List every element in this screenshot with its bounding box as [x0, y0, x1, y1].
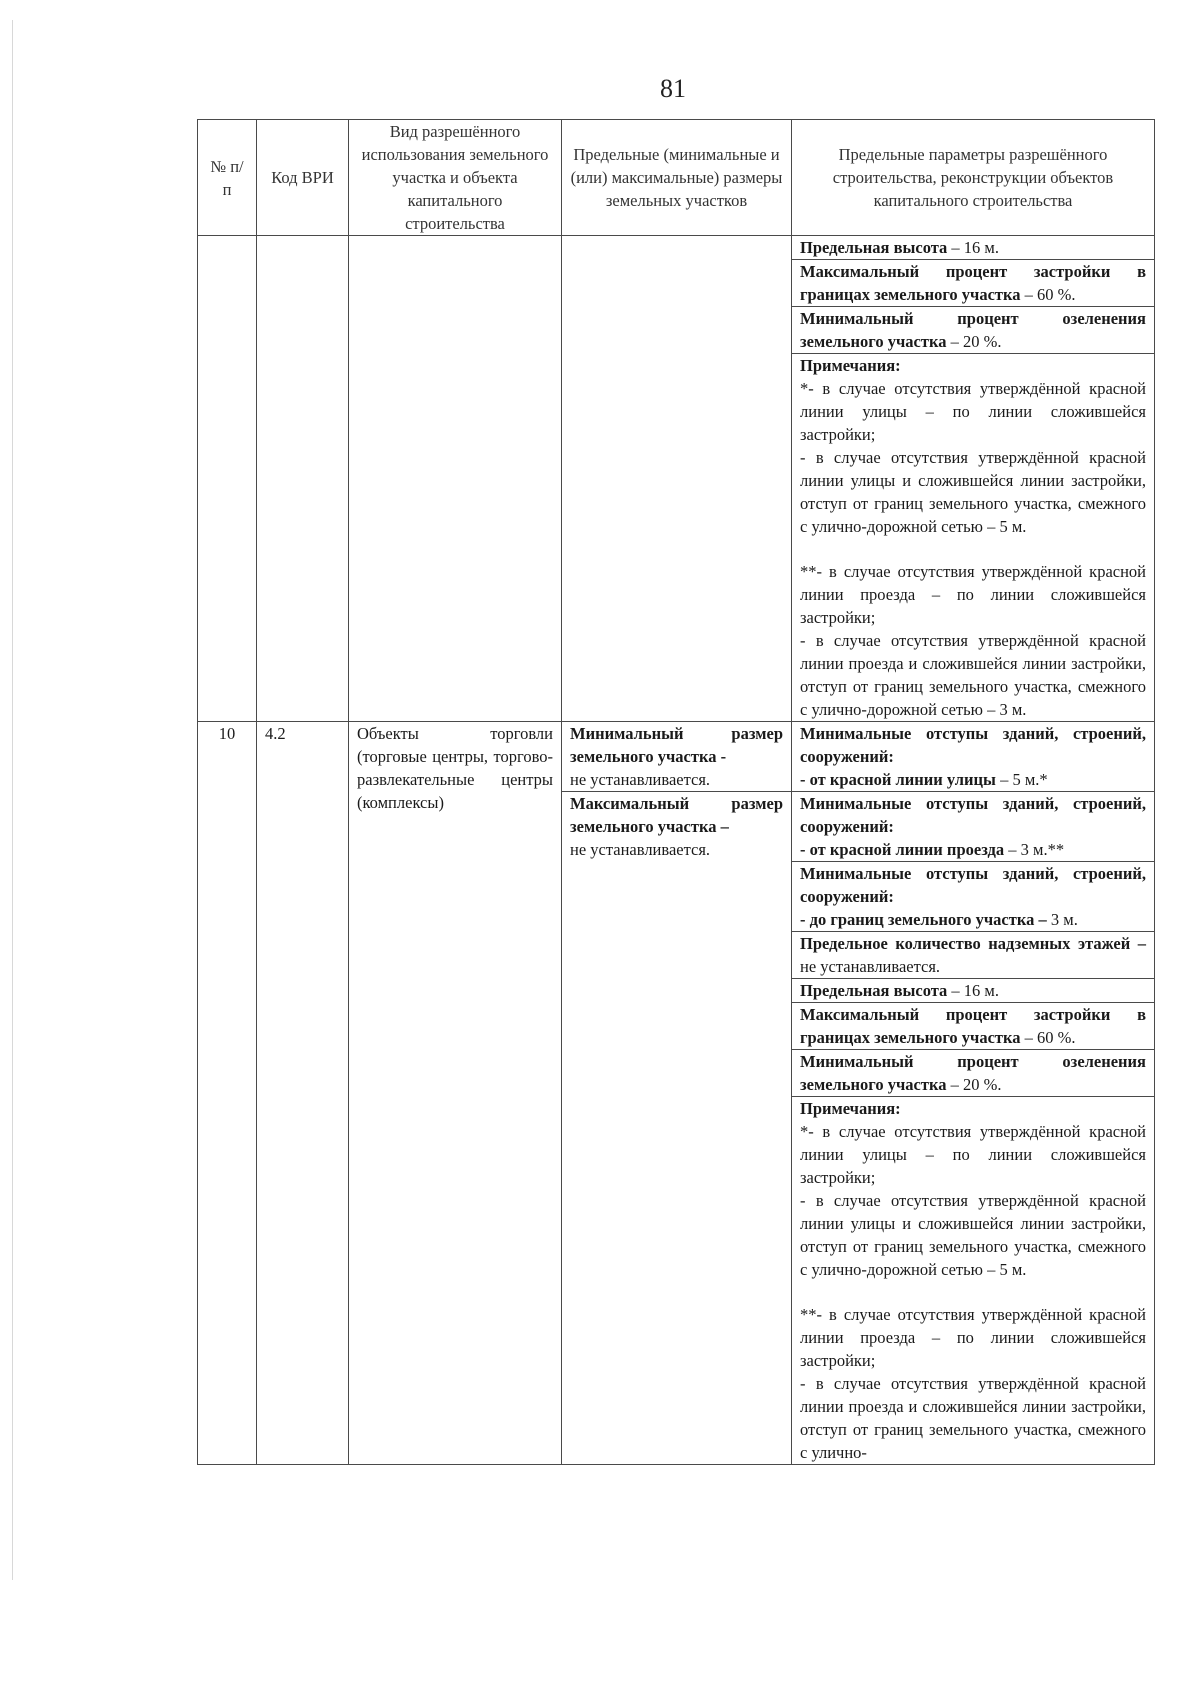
row10-p2-cell — [792, 792, 1155, 862]
cont-coverage-cell — [792, 260, 1155, 307]
cont-height-label: Предельная высота — [800, 238, 948, 257]
row10-p7-value: – 20 %. — [946, 1075, 1002, 1094]
row10-p3-detail: - до границ земельного участка – — [800, 910, 1047, 929]
table-row — [198, 722, 1155, 792]
row10-p3-cell — [792, 862, 1155, 932]
row10-p1-detail: - от красной линии улицы — [800, 770, 996, 789]
row10-min-size-label: Минимальный размер земельного участка - — [570, 724, 783, 766]
row10-p5-value: – 16 м. — [947, 981, 999, 1000]
cont-height-value: – 16 м. — [947, 238, 999, 257]
cont-green-label: Минимальный процент озеленения земельного участка — [800, 309, 1146, 351]
row10-max-size-value: не устанавливается. — [570, 840, 711, 859]
row10-note-d: - в случае отсутствия утверждённой красной линии проезда и сложившейся линии застройки, отступ от границ земельного участка, смежного с улично- — [800, 1374, 1146, 1462]
row10-notes-gap — [800, 1281, 1146, 1303]
row10-p2-detail: - от красной линии проезда — [800, 840, 1005, 859]
zoning-parameters-table — [197, 119, 1155, 1465]
row10-min-size-cell — [562, 722, 792, 792]
cont-notes-cell — [792, 354, 1155, 722]
cont-coverage-label: Максимальный процент застройки в границах земельного участка — [800, 262, 1146, 304]
row10-p6-value: – 60 %. — [1020, 1028, 1076, 1047]
header-sizes: Предельные (минимальные и (или) максимальные) размеры земельных участков — [562, 120, 792, 236]
row10-p7-cell — [792, 1050, 1155, 1097]
cont-sizes-cell — [562, 236, 792, 722]
row10-p3-value: 3 м. — [1046, 910, 1078, 929]
row10-code: 4.2 — [257, 722, 349, 1465]
cont-note-b: - в случае отсутствия утверждённой красной линии улицы и сложившейся линии застройки, отступ от границ земельного участка, смежного с улично-дорожной сетью – 5 м. — [800, 448, 1146, 536]
cont-notes-title: Примечания: — [800, 356, 901, 375]
table-header-row — [198, 120, 1155, 236]
row10-p4-value: не устанавливается. — [800, 957, 941, 976]
header-kind: Вид разрешённого использования земельного участка и объекта капитального строительства — [349, 120, 562, 236]
row10-p7-label: Минимальный процент озеленения земельного участка — [800, 1052, 1146, 1094]
cont-code-cell — [257, 236, 349, 722]
row10-notes-title: Примечания: — [800, 1099, 901, 1118]
header-code: Код ВРИ — [257, 120, 349, 236]
cont-height-cell — [792, 236, 1155, 260]
cont-kind-cell — [349, 236, 562, 722]
cont-note-a: *- в случае отсутствия утверждённой красной линии улицы – по линии сложившейся застройки; — [800, 379, 1146, 444]
row10-max-size-cell — [562, 792, 792, 1465]
row10-p5-cell — [792, 979, 1155, 1003]
cont-note-d: - в случае отсутствия утверждённой красной линии проезда и сложившейся линии застройки, отступ от границ земельного участка, смежного с улично-дорожной сетью – 3 м. — [800, 631, 1146, 719]
cont-note-c: **- в случае отсутствия утверждённой красной линии проезда – по линии сложившейся застройки; — [800, 562, 1146, 627]
row10-p1-label: Минимальные отступы зданий, строений, сооружений: — [800, 724, 1146, 766]
row10-p1-value: – 5 м.* — [995, 770, 1048, 789]
row10-p4-label: Предельное количество надземных этажей – — [800, 934, 1146, 953]
cont-coverage-value: – 60 %. — [1020, 285, 1076, 304]
cont-green-cell — [792, 307, 1155, 354]
row10-p1-cell — [792, 722, 1155, 792]
row10-p4-cell — [792, 932, 1155, 979]
header-params: Предельные параметры разрешённого строительства, реконструкции объектов капитального строительства — [792, 120, 1155, 236]
row10-note-c: **- в случае отсутствия утверждённой красной линии проезда – по линии сложившейся застройки; — [800, 1305, 1146, 1370]
row10-p3-label: Минимальные отступы зданий, строений, сооружений: — [800, 864, 1146, 906]
cont-notes-gap — [800, 538, 1146, 560]
row10-min-size-value: не устанавливается. — [570, 770, 711, 789]
row10-p6-cell — [792, 1003, 1155, 1050]
row10-p2-value: – 3 м.** — [1004, 840, 1065, 859]
table-row — [198, 236, 1155, 260]
page-number: 81 — [660, 74, 686, 103]
cont-num-cell — [198, 236, 257, 722]
row10-p5-label: Предельная высота — [800, 981, 948, 1000]
row10-notes-cell — [792, 1097, 1155, 1465]
row10-kind: Объекты торговли (торговые центры, торгово-развлекательные центры (комплексы) — [349, 722, 562, 1465]
cont-green-value: – 20 %. — [946, 332, 1002, 351]
scan-edge-line — [12, 20, 13, 1580]
row10-note-b: - в случае отсутствия утверждённой красной линии улицы и сложившейся линии застройки, отступ от границ земельного участка, смежного с улично-дорожной сетью – 5 м. — [800, 1191, 1146, 1279]
row10-num: 10 — [198, 722, 257, 1465]
row10-p2-label: Минимальные отступы зданий, строений, сооружений: — [800, 794, 1146, 836]
header-num: № п/п — [198, 120, 257, 236]
row10-note-a: *- в случае отсутствия утверждённой красной линии улицы – по линии сложившейся застройки; — [800, 1122, 1146, 1187]
row10-max-size-label: Максимальный размер земельного участка – — [570, 794, 783, 836]
row10-p6-label: Максимальный процент застройки в границах земельного участка — [800, 1005, 1146, 1047]
